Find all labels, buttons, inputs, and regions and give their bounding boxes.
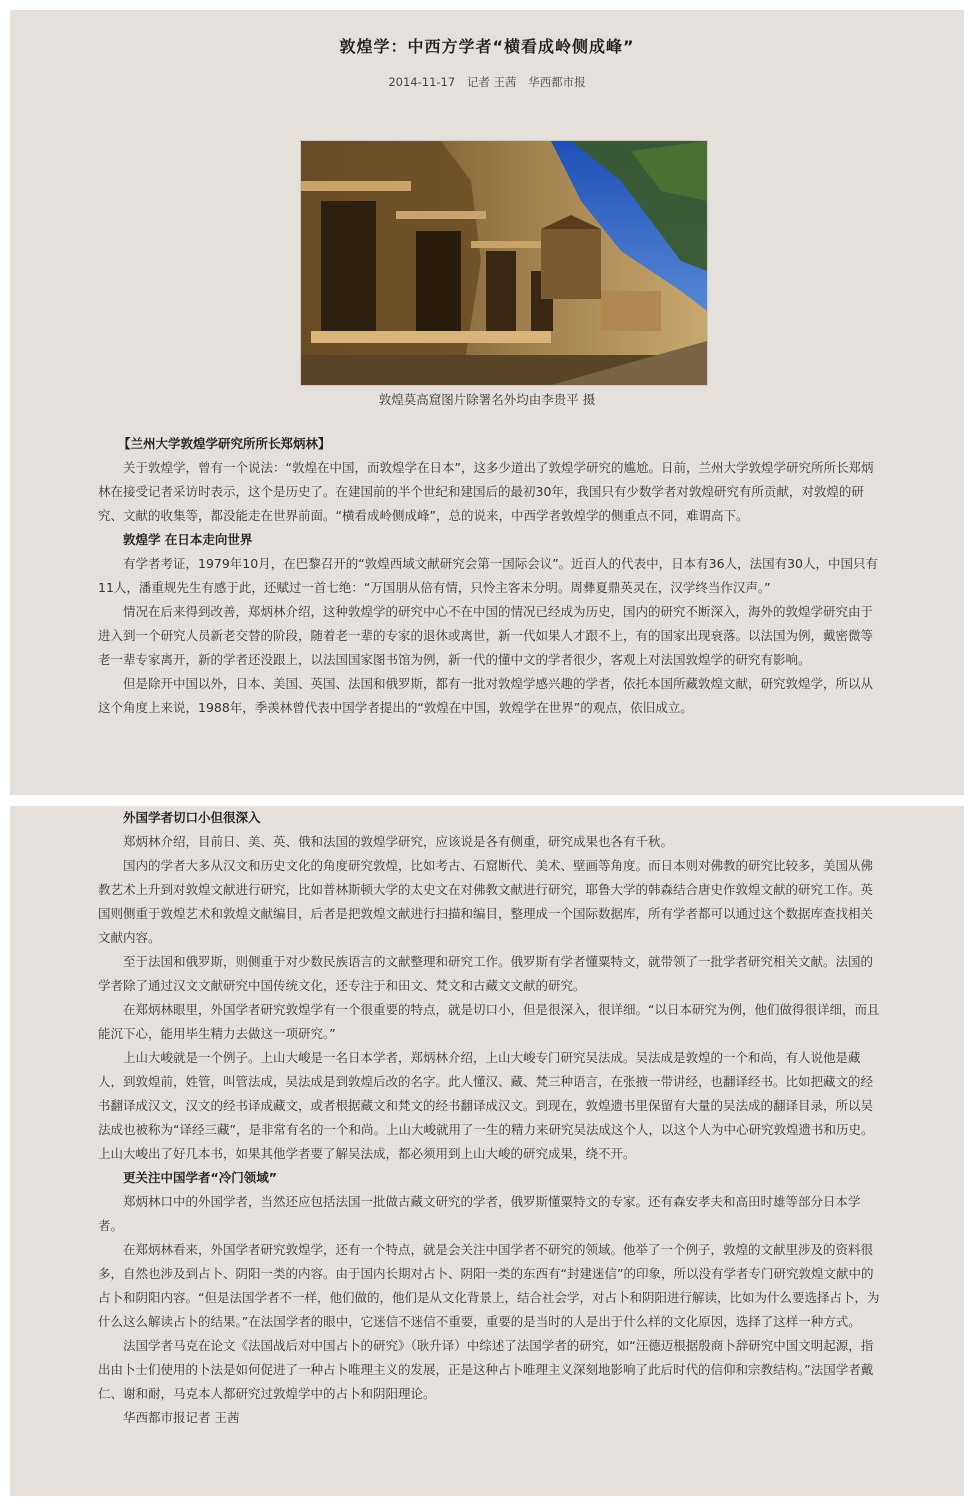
- section-heading: 敦煌学 在日本走向世界: [123, 532, 253, 547]
- paragraph: 郑炳林口中的外国学者，当然还应包括法国一批做古藏文研究的学者，俄罗斯懂粟特文的专家。还有森安孝夫和高田时雄等部分日本学者。: [98, 1194, 861, 1233]
- mogao-caves-illustration: [301, 141, 707, 385]
- article-body-bottom: [98, 806, 880, 1430]
- section-heading: 更关注中国学者“冷门领域”: [123, 1170, 277, 1185]
- paragraph: 但是除开中国以外，日本、美国、英国、法国和俄罗斯，都有一批对敦煌学感兴趣的学者，依托本国所藏敦煌文献，研究敦煌学，所以从这个角度上来说，1988年，季羡林曾代表中国学者提出的“敦煌在中国，敦煌学在世界”的观点，依旧成立。: [98, 676, 874, 715]
- paragraph: 郑炳林介绍，目前日、美、英、俄和法国的敦煌学研究，应该说是各有侧重，研究成果也各有千秋。: [123, 834, 674, 849]
- paragraph: 情况在后来得到改善，郑炳林介绍，这种敦煌学的研究中心不在中国的情况已经成为历史，国内的研究不断深入，海外的敦煌学研究由于进入到一个研究人员新老交替的阶段，随着老一辈的专家的退休或离世，新一代如果人才跟不上，有的国家出现衰落。以法国为例，戴密微等老一辈专家离开，新的学者还没跟上，以法国国家图书馆为例，新一代的懂中文的学者很少，客观上对法国敦煌学的研究有影响。: [98, 604, 874, 667]
- paragraph: 关于敦煌学，曾有一个说法：“敦煌在中国，而敦煌学在日本”，这多少道出了敦煌学研究的尴尬。日前，兰州大学敦煌学研究所所长郑炳林在接受记者采访时表示，这个是历史了。在建国前的半个世纪和建国后的最初30年，我国只有少数学者对敦煌研究有所贡献，对敦煌的研究、文献的收集等，都没能走在世界前面。“横看成岭侧成峰”，总的说来，中西学者敦煌学的侧重点不同，难谓高下。: [98, 460, 874, 523]
- photo-caption: 敦煌莫高窟图片除署名外均由李贵平 摄: [378, 392, 596, 407]
- article-body-top: [98, 432, 880, 720]
- section-heading: 外国学者切口小但很深入: [123, 810, 261, 825]
- article-panel-bottom: [10, 806, 964, 1496]
- paragraph: 法国学者马克在论文《法国战后对中国占卜的研究》（耿升译）中综述了法国学者的研究，如“汪德迈根据殷商卜辞研究中国文明起源，指出由卜士们使用的卜法是如何促进了一种占卜唯理主义的发展，正是这种占卜唯理主义深刻地影响了此后时代的信仰和宗教结构。”法国学者戴仁、谢和耐，马克本人都研究过敦煌学中的占卜和阴阳理论。: [98, 1338, 874, 1401]
- article-panel-top: [10, 10, 964, 795]
- paragraph: 至于法国和俄罗斯，则侧重于对少数民族语言的文献整理和研究工作。俄罗斯有学者懂粟特文，就带领了一批学者研究相关文献。法国的学者除了通过汉文文献研究中国传统文化，还专注于和田文、梵文和古藏文文献的研究。: [98, 954, 874, 993]
- paragraph: 国内的学者大多从汉文和历史文化的角度研究敦煌，比如考古、石窟断代、美术、壁画等角度。而日本则对佛教的研究比较多，美国从佛教艺术上升到对敦煌文献进行研究，比如普林斯顿大学的太史文在对佛教文献进行研究，耶鲁大学的韩森结合唐史作敦煌文献的研究工作。英国则侧重于敦煌艺术和敦煌文献编目，后者是把敦煌文献进行扫描和编目，整理成一个国际数据库，所有学者都可以通过这个数据库查找相关文献内容。: [98, 858, 874, 945]
- paragraph: 有学者考证，1979年10月，在巴黎召开的“敦煌西域文献研究会第一国际会议”。近百人的代表中，日本有36人，法国有30人，中国只有11人，潘重规先生有感于此，还赋过一首七绝：“万国朋从倍有情，只怜主客未分明。周彝夏鼎英灵在，汉学终当作汉声。”: [98, 556, 878, 595]
- paragraph: 在郑炳林看来，外国学者研究敦煌学，还有一个特点，就是会关注中国学者不研究的领域。他举了一个例子，敦煌的文献里涉及的资料很多，自然也涉及到占卜、阴阳一类的内容。由于国内长期对占卜、阴阳一类的东西有“封建迷信”的印象，所以没有学者专门研究敦煌文献中的占卜和阴阳内容。“但是法国学者不一样，他们做的，他们是从文化背景上，结合社会学，对占卜和阴阳进行解读，比如为什么要选择占卜，为什么这么解读占卜的结果。”在法国学者的眼中，它迷信不迷信不重要，重要的是当时的人是出于什么样的文化原因，选择了这样一种方式。: [98, 1242, 880, 1329]
- section-heading: 【兰州大学敦煌学研究所所长郑炳林】: [118, 436, 331, 451]
- paragraph: 上山大峻就是一个例子。上山大峻是一名日本学者，郑炳林介绍，上山大峻专门研究吴法成。吴法成是敦煌的一个和尚，有人说他是藏人，到敦煌前，姓管，叫管法成，吴法成是到敦煌后改的名字。此人懂汉、藏、梵三种语言，在张掖一带讲经，也翻译经书。比如把藏文的经书翻译成汉文，汉文的经书译成藏文，或者根据藏文和梵文的经书翻译成汉文。到现在，敦煌遗书里保留有大量的吴法成的翻译目录，所以吴法成也被称为“译经三藏”，是非常有名的一个和尚。上山大峻就用了一生的精力来研究吴法成这个人，以这个人为中心研究敦煌遗书和历史。上山大峻出了好几本书，如果其他学者要了解吴法成，都必须用到上山大峻的研究成果，绕不开。: [98, 1050, 874, 1161]
- signoff: 华西都市报记者 王茜: [123, 1410, 240, 1425]
- article-reporter: 记者 王茜: [466, 75, 517, 89]
- article-title: 敦煌学：中西方学者“横看成岭侧成峰”: [339, 37, 635, 56]
- paragraph: 在郑炳林眼里，外国学者研究敦煌学有一个很重要的特点，就是切口小，但是很深入，很详细。“以日本研究为例，他们做得很详细，而且能沉下心，能用毕生精力去做这一项研究。”: [98, 1002, 880, 1041]
- article-source: 华西都市报: [528, 75, 586, 89]
- mogao-caves-photo: [300, 140, 708, 386]
- article-meta: [10, 74, 964, 90]
- article-date: 2014-11-17: [388, 75, 456, 89]
